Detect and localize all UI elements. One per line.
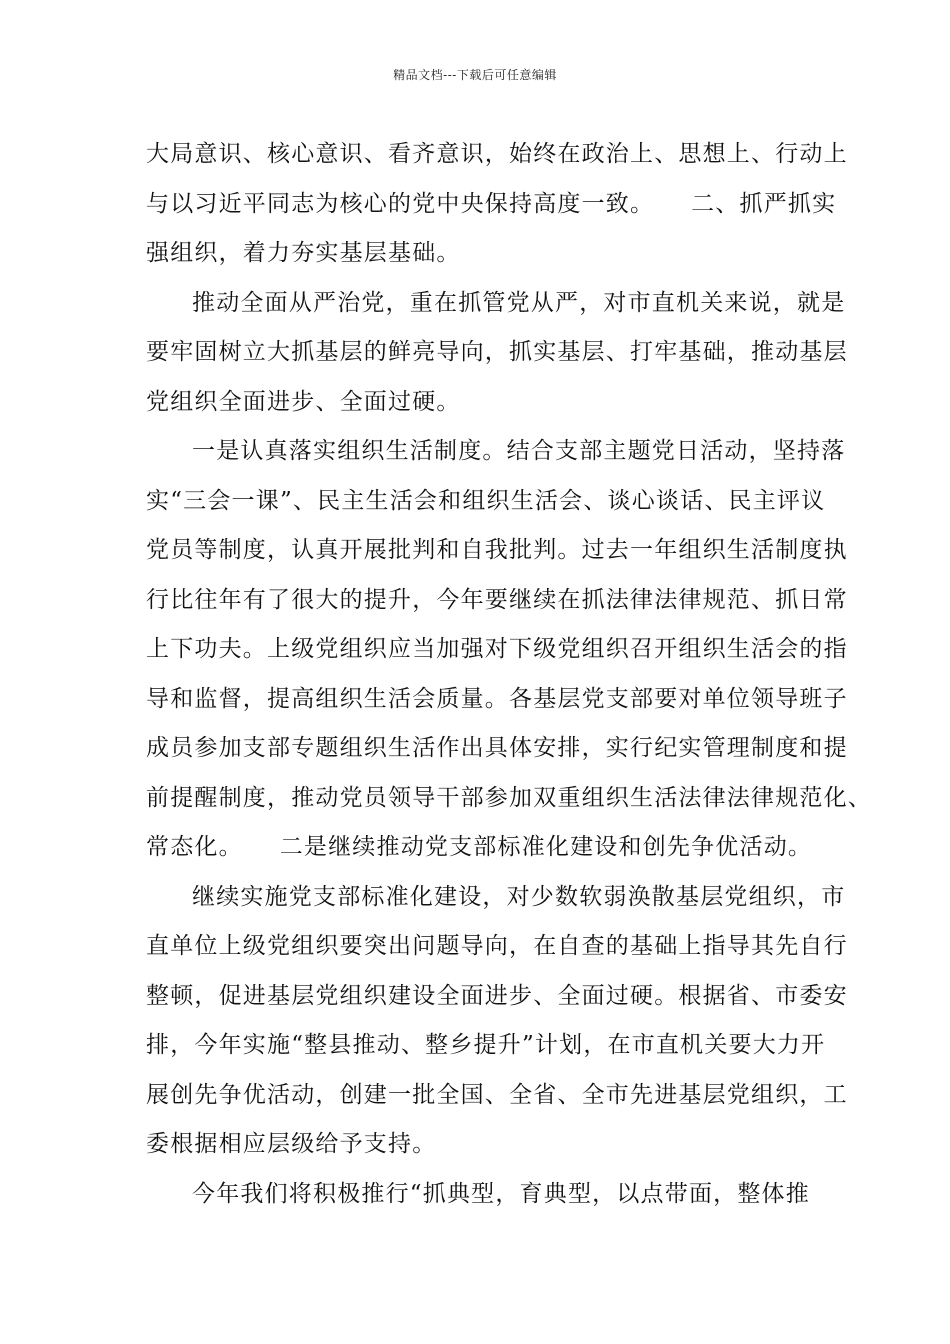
text-line: 常态化。 二是继续推动党支部标准化建设和创先争优活动。 xyxy=(146,834,813,860)
text-line: 党员等制度，认真开展批判和自我批判。过去一年组织生活制度执 xyxy=(146,537,848,563)
text-line: 大局意识、核心意识、看齐意识，始终在政治上、思想上、行动上 xyxy=(146,141,848,167)
document-body xyxy=(146,130,872,1219)
text-line: 成员参加支部专题组织生活作出具体安排，实行纪实管理制度和提 xyxy=(146,735,848,761)
text-line: 实“三会一课”、民主生活会和组织生活会、谈心谈话、民主评议 xyxy=(146,487,826,514)
text-line: 展创先争优活动，创建一批全国、全省、全市先进基层党组织，工 xyxy=(146,1081,848,1108)
text-line: 行比往年有了很大的提升，今年要继续在抓法律法律规范、抓日常 xyxy=(146,586,848,613)
text-line: 上下功夫。上级党组织应当加强对下级党组织召开组织生活会的指 xyxy=(146,636,848,662)
paragraph-first-line: 今年我们将积极推行“抓典型，育典型，以点带面，整体推 xyxy=(192,1180,810,1207)
page-header: 精品文档---下载后可任意编辑 xyxy=(393,68,557,82)
text-line: 导和监督，提高组织生活会质量。各基层党支部要对单位领导班子 xyxy=(146,685,848,712)
text-line: 前提醒制度，推动党员领导干部参加双重组织生活法律法律规范化、 xyxy=(146,784,872,811)
text-line: 委根据相应层级给予支持。 xyxy=(146,1131,437,1157)
paragraph-first-line: 继续实施党支部标准化建设，对少数软弱涣散基层党组织，市 xyxy=(192,883,846,910)
text-line: 与以习近平同志为核心的党中央保持高度一致。 二、抓严抓实 xyxy=(146,190,837,217)
text-line: 要牢固树立大抓基层的鲜亮导向，抓实基层、打牢基础，推动基层 xyxy=(146,339,848,365)
paragraph-first-line: 推动全面从严治党，重在抓管党从严，对市直机关来说，就是 xyxy=(192,289,846,316)
text-line: 直单位上级党组织要突出问题导向，在自查的基础上指导其先自行 xyxy=(146,933,848,959)
text-line: 强组织，着力夯实基层基础。 xyxy=(146,240,461,266)
text-line: 排，今年实施“整县推动、整乡提升”计划，在市直机关要大力开 xyxy=(146,1032,826,1058)
text-line: 党组织全面进步、全面过硬。 xyxy=(146,388,461,415)
paragraph-first-line: 一是认真落实组织生活制度。结合支部主题党日活动，坚持落 xyxy=(192,438,846,464)
text-line: 整顿，促进基层党组织建设全面进步、全面过硬。根据省、市委安 xyxy=(146,982,848,1009)
